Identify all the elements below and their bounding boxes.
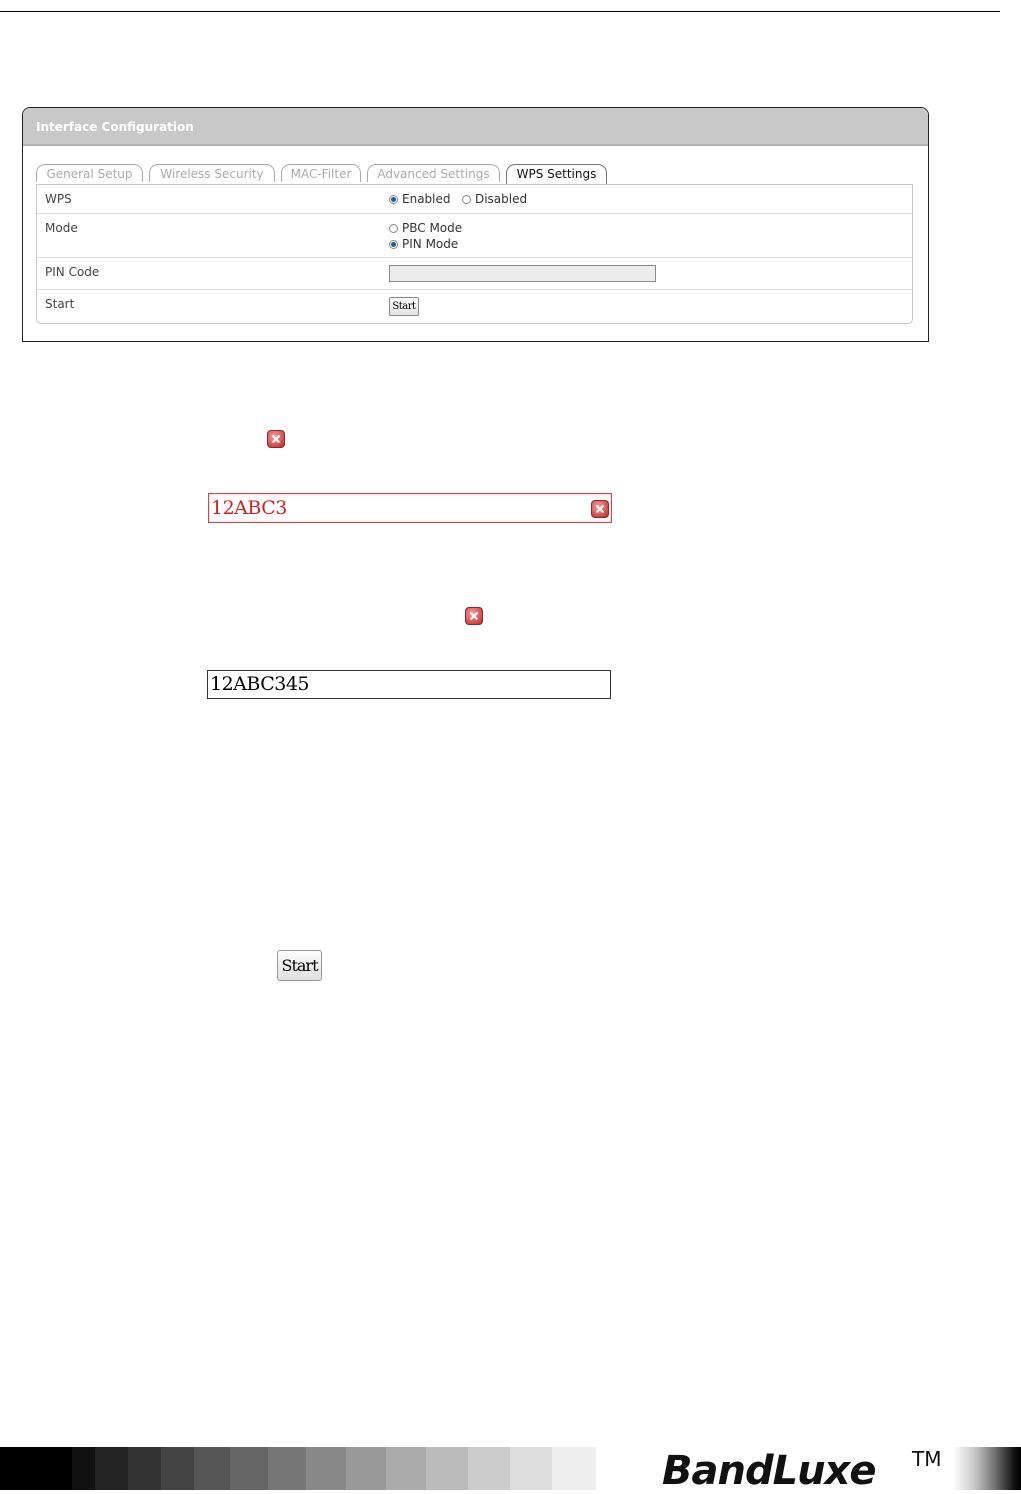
valid-pin-value: 12ABC345 [210,673,310,695]
brand-logo: BandLuxe [662,1448,876,1494]
error-icon [267,430,285,448]
pbc-mode-radio[interactable] [389,224,398,233]
wps-disabled-label[interactable]: Disabled [474,192,528,206]
mode-options [389,220,462,252]
panel-title: Interface Configuration [23,108,928,146]
pin-code-cell [389,266,656,282]
interface-configuration-panel [22,107,929,342]
invalid-pin-field[interactable] [208,493,612,523]
row-mode [37,214,912,258]
settings-grid [36,184,913,324]
tab-wps-settings[interactable]: WPS Settings [506,164,607,184]
brand-trademark: TM [912,1447,942,1471]
tab-wireless-security[interactable]: Wireless Security [149,164,275,182]
wps-enabled-label[interactable]: Enabled [402,192,451,206]
start-button-large[interactable]: Start [277,950,322,981]
mode-label: Mode [45,221,78,235]
error-icon [465,607,483,625]
row-pin-code [37,258,912,290]
pbc-mode-label[interactable]: PBC Mode [402,221,463,235]
row-start [37,290,912,324]
start-label: Start [45,297,75,311]
tab-advanced-settings[interactable]: Advanced Settings [367,164,500,182]
wps-disabled-radio[interactable] [462,195,471,204]
pin-code-label: PIN Code [45,265,100,279]
wps-enabled-radio[interactable] [389,195,398,204]
start-button[interactable]: Start [389,297,419,316]
valid-pin-field[interactable] [207,670,611,699]
wps-label: WPS [45,192,72,206]
wps-options [389,191,527,207]
start-cell [389,297,419,316]
top-rule [0,11,1000,12]
invalid-pin-value: 12ABC3 [211,497,287,519]
tab-mac-filter[interactable]: MAC-Filter [281,164,361,182]
pin-mode-label[interactable]: PIN Mode [402,237,459,251]
field-error-icon [591,500,609,518]
tab-general-setup[interactable]: General Setup [36,164,143,182]
pin-mode-radio[interactable] [389,240,398,249]
row-wps [37,185,912,214]
pin-code-input[interactable] [389,265,656,282]
